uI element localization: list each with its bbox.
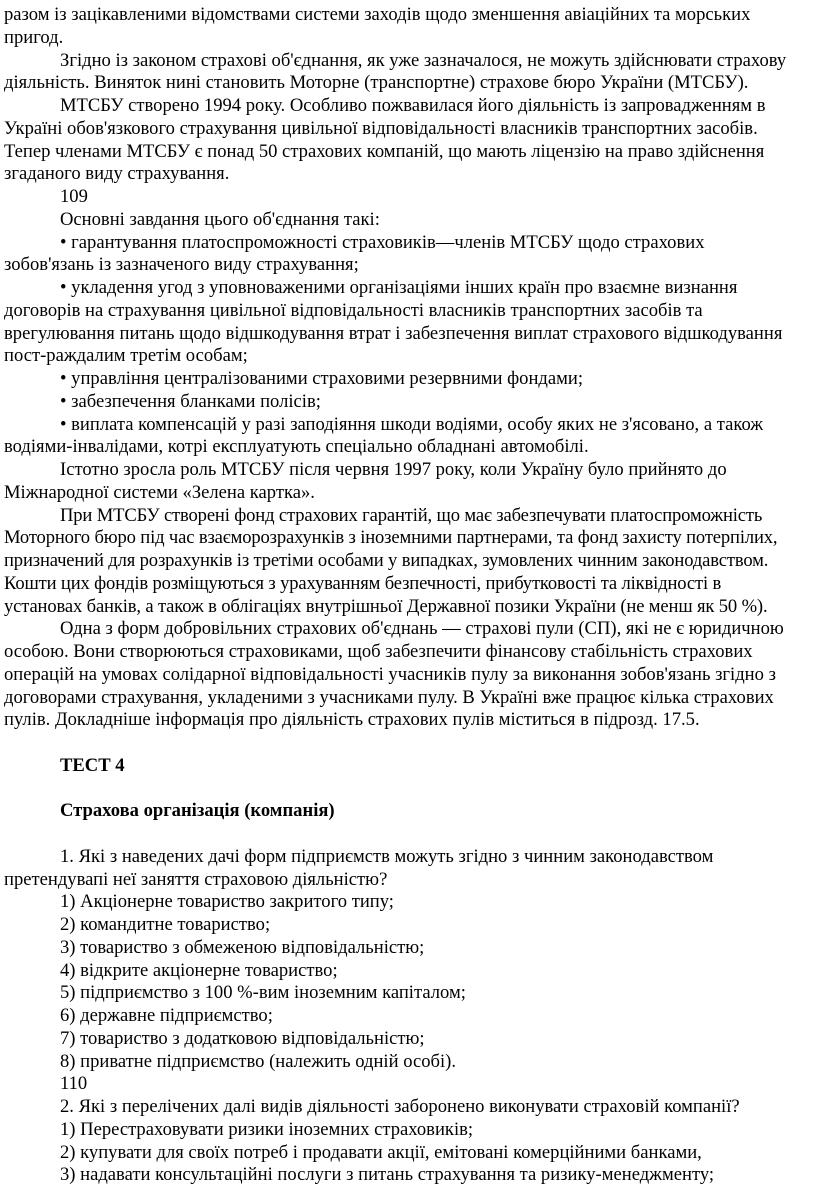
paragraph-continuation: разом із зацікавленими відомствами системи заходів щодо зменшення авіаційних та морських пригод. xyxy=(4,4,751,48)
question-1-option: 4) відкрите акціонерне товариство; xyxy=(60,959,338,981)
question-2-option: 3) надавати консультаційні послуги з питань страхування та ризику-менеджменту; xyxy=(60,1164,715,1186)
page-number-110: 110 xyxy=(60,1073,88,1095)
page-number-109: 109 xyxy=(60,186,88,207)
paragraph-mtsbu-history: МТСБУ створено 1994 року. Особливо пожвавилася його діяльність із запровадженням в Україні обов'язкового страхування цивільної відповідальності власників транспортних засобів. Тепер членами МТСБУ є понад 50 страхових компаній, що мають ліцензію на право здійснення згаданого виду страхування. xyxy=(4,95,766,185)
paragraph-guarantee-funds: При МТСБУ створені фонд страхових гарантій, що має забезпечувати платоспроможність Моторного бюро під час взаєморозрахунків з іноземними партнерами, та фонд захисту потерпілих, призначений для розрахунків із третіми особами у випадках, зумовлених чинним законодавством. Кошти цих фондів розміщуються з урахуванням безпечності, прибутковості та ліквідності в установах банків, а також в облігаціях внутрішньої Державної позики України (не менш як 50 %). xyxy=(4,504,778,617)
question-2-option: 1) Перестраховувати ризики іноземних страховиків; xyxy=(60,1118,474,1140)
list-item-task: • забезпечення бланками полісів; xyxy=(60,390,321,412)
list-item-task: • виплата компенсацій у разі заподіяння шкоди водіями, особу яких не з'ясовано, а також водіями-інвалідами, котрі експлуатують спеціально обладнані автомобілі. xyxy=(4,413,764,458)
question-1-option: 5) підприємство з 100 %-вим іноземним капіталом; xyxy=(60,982,466,1004)
question-1-option: 6) державне підприємство; xyxy=(60,1005,273,1026)
question-1-option: 8) приватне підприємство (належить одній особі). xyxy=(60,1050,456,1072)
test-subtitle: Страхова організація (компанія) xyxy=(60,800,335,822)
question-2-text: 2. Які з перелічених далі видів діяльності заборонено виконувати страховій компанії? xyxy=(60,1096,740,1117)
question-1-text: 1. Які з наведених дачі форм підприємств можуть згідно з чинним законодавством претендувапі неї заняття страховою діяльністю? xyxy=(4,845,714,890)
list-item-task: • управління централізованими страховими резервними фондами; xyxy=(60,368,584,389)
list-item-task: • гарантування платоспроможності страховиків—членів МТСБУ щодо страхових зобов'язань із зазначеного виду страхування; xyxy=(4,231,705,276)
question-1-option: 1) Акціонерне товариство закритого типу; xyxy=(60,891,394,913)
paragraph-insurance-associations: Згідно із законом страхові об'єднання, як уже зазначалося, не можуть здійснювати страхову діяльність. Виняток нині становить Моторне (транспортне) страхове бюро України (МТСБУ). xyxy=(4,49,787,94)
question-2-option: 2) купувати для своїх потреб і продавати акції, емітовані комерційними банками, xyxy=(60,1141,702,1163)
paragraph-green-card: Істотно зросла роль МТСБУ після червня 1997 року, коли Україну було прийнято до Міжнародної системи «Зелена картка». xyxy=(4,459,727,503)
question-1-option: 7) товариство з додатковою відповідальністю; xyxy=(60,1027,425,1049)
list-item-task: • укладення угод з уповноваженими організаціями інших країн про взаємне визнання договорів на страхування цивільної відповідальності власників транспортних засобів та врегулювання питань щодо відшкодування втрат і забезпечення виплат страхового відшкодування пост-раждалим третім особам; xyxy=(4,277,783,367)
paragraph-main-tasks-intro: Основні завдання цього об'єднання такі: xyxy=(60,208,380,230)
paragraph-insurance-pools: Одна з форм добровільних страхових об'єднань — страхові пули (СП), які не є юридичною особою. Вони створюються страховиками, щоб забезпечити фінансову стабільність страхових операцій на умовах солідарної відповідальності учасників пулу за виконання зобов'язань згідно з договорами страхування, укладеними з учасниками пулу. В Україні вже працює кілька страхових пулів. Докладніше інформація про діяльність страхових пулів міститься в підрозд. 17.5. xyxy=(4,618,784,731)
question-1-option: 2) командитне товариство; xyxy=(60,914,271,935)
test-title: ТЕСТ 4 xyxy=(60,754,125,776)
question-1-option: 3) товариство з обмеженою відповідальністю; xyxy=(60,936,425,958)
